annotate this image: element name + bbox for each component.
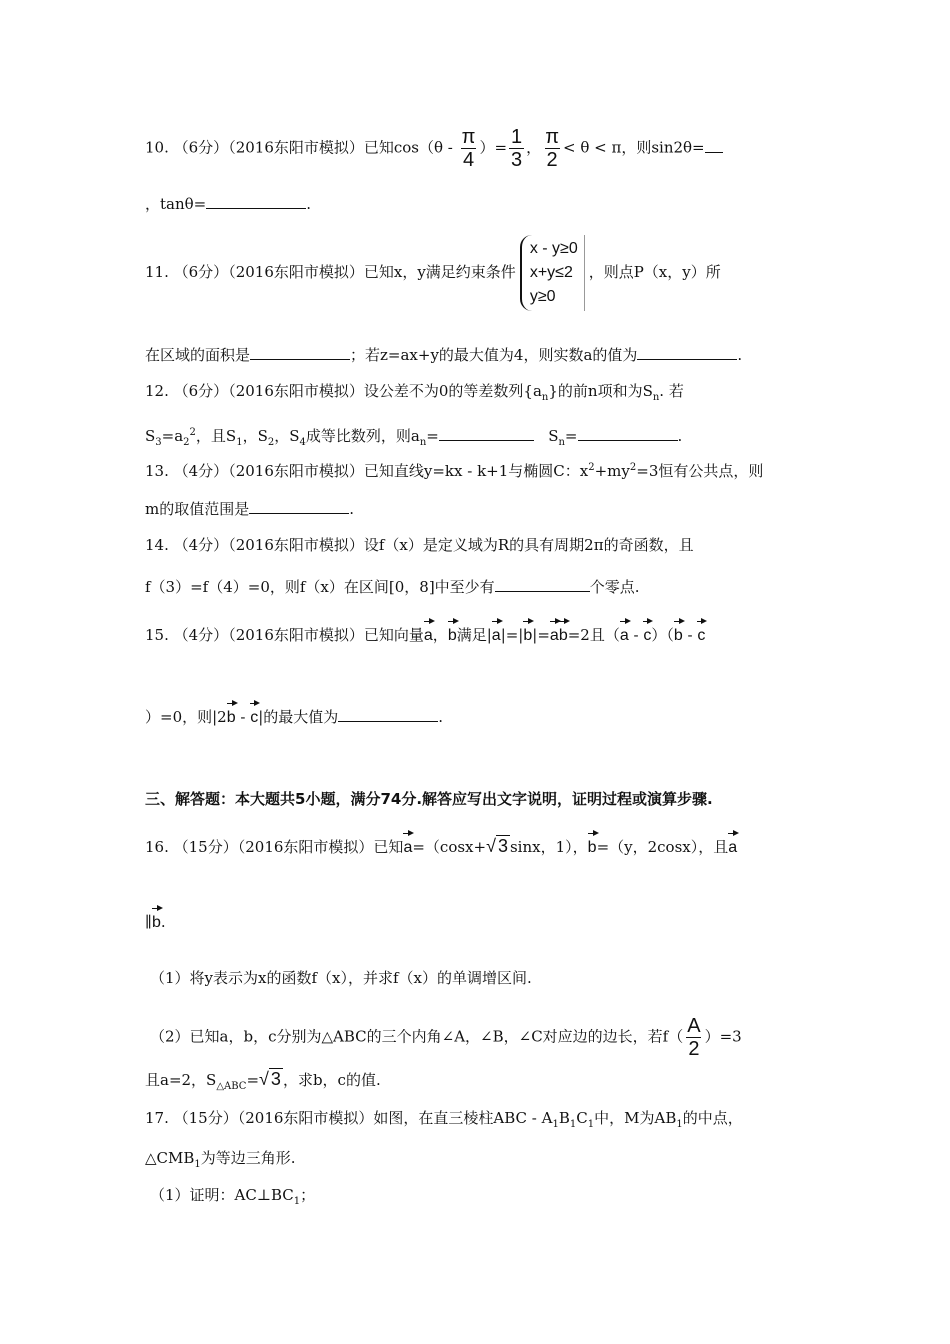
fraction-pi-over-2: $\frac{\pi}{2}$ — [545, 126, 559, 171]
answer-blank[interactable] — [338, 705, 438, 722]
q12-number: 12. — [145, 382, 169, 400]
q11-line2: 在区域的面积是 ；若z=ax+y的最大值为4，则实数a的值为 . — [145, 343, 742, 366]
q10-line2: ，tanθ= . — [145, 192, 311, 215]
q10-score: （6分） — [173, 138, 229, 157]
constraint-system: x - y≥0 x+y≤2 y≥0 — [520, 235, 585, 311]
q16-part2: （2）已知a，b，c分别为△ABC的三个内角∠A，∠B，∠C对应边的边长，若f（ $\frac{A}{2}$ ）=3 — [150, 1015, 742, 1060]
q16-line1: 16. （15分）（2016东阳市模拟）已知a=（cosx+√ 3 sinx，1），b=（y，2cosx），且a — [145, 830, 737, 858]
q11-line1: 11. （6分）（2016东阳市模拟）已知x，y满足约束条件 x - y≥0 x+y≤2 y≥0 ，则点P（x，y）所 — [145, 235, 721, 311]
vector-c: c — [643, 618, 651, 644]
q12-line1: 12. （6分）（2016东阳市模拟）设公差不为0的等差数列$\{a_n\}$的前n项和为$S_n$. 若 — [145, 382, 684, 403]
q16-part2-line2: 且a=2，$S_{\triangle ABC}=√$ 3 ，求b，c的值. — [145, 1069, 381, 1092]
q17-part1: （1）证明：$AC\perp BC_1$； — [150, 1186, 316, 1207]
answer-blank[interactable] — [249, 497, 349, 514]
q13-number: 13. — [145, 462, 169, 480]
answer-blank[interactable] — [578, 424, 678, 441]
q17-line2: $\triangle CMB_1$为等边三角形. — [145, 1149, 296, 1170]
vector-b: b — [152, 905, 161, 931]
fraction-1-over-3: $\frac{1}{3}$ — [511, 126, 523, 171]
answer-blank[interactable] — [637, 343, 737, 360]
vector-a: a — [424, 618, 433, 644]
answer-blank[interactable] — [705, 136, 723, 153]
vector-b: b — [588, 830, 597, 856]
q10-number: 10. — [145, 138, 169, 157]
q10-line1: 10. （6分）（2016东阳市模拟）已知cos（θ - $\frac{\pi}{4}$ ）= $\frac{1}{3}$ ， $\frac{\pi}{2}$ < θ < π，则sin2θ= — [145, 126, 723, 171]
fraction-pi-over-4: $\frac{\pi}{4}$ — [461, 126, 476, 171]
answer-blank[interactable] — [250, 343, 350, 360]
q10-source: （2016东阳市模拟） — [228, 138, 364, 157]
vector-c: c — [250, 700, 258, 726]
vector-b: b — [523, 618, 532, 644]
q17-number: 17. — [145, 1109, 169, 1127]
vector-a: a — [492, 618, 501, 644]
section-heading: 三、解答题：本大题共5小题，满分74分.解答应写出文字说明，证明过程或演算步骤. — [145, 790, 713, 808]
vector-b: b — [559, 618, 568, 644]
q15-line2: ）=0，则|2b - c|的最大值为 . — [145, 700, 443, 728]
vector-b: b — [227, 700, 236, 726]
fraction-A-over-2: $\frac{A}{2}$ — [687, 1015, 701, 1060]
vector-a: a — [550, 618, 559, 644]
vector-b: b — [448, 618, 457, 644]
sqrt-3: √ 3 — [486, 836, 508, 856]
vector-b: b — [674, 618, 683, 644]
q16-number: 16. — [145, 838, 169, 856]
vector-a: a — [620, 618, 629, 644]
q12-line2: $S_3=a_2^2$，且$S_1$，$S_2$，$S_4$成等比数列，则$a_n=$ $S_n=$ . — [145, 422, 682, 454]
q14-line2: f（3）=f（4）=0，则f（x）在区间[0，8]中至少有 个零点. — [145, 575, 639, 598]
q14-number: 14. — [145, 536, 169, 554]
q15-line1: 15. （4分）（2016东阳市模拟）已知向量a，b满足|a|=|b|=ab=2且（a - c）（b - c — [145, 618, 705, 646]
q13-line2: m的取值范围是 . — [145, 497, 354, 520]
q16-line2: ∥b. — [145, 905, 166, 933]
answer-blank[interactable] — [439, 424, 534, 441]
q17-line1: 17. （15分）（2016东阳市模拟）如图，在直三棱柱ABC - $A_1B_1C_1$中，M为$AB_1$的中点， — [145, 1109, 743, 1130]
answer-blank[interactable] — [206, 192, 306, 209]
q13-line1: 13. （4分）（2016东阳市模拟）已知直线y=kx - k+1与椭圆C：$x^2+my^2=3$恒有公共点，则 — [145, 462, 764, 480]
vector-a: a — [403, 830, 412, 856]
q16-part1: （1）将y表示为x的函数f（x），并求f（x）的单调增区间. — [150, 969, 532, 987]
vector-c: c — [697, 618, 705, 644]
sqrt-3: √ 3 — [259, 1069, 281, 1089]
vector-a: a — [728, 830, 737, 856]
q15-number: 15. — [145, 626, 169, 644]
q11-number: 11. — [145, 263, 169, 281]
answer-blank[interactable] — [495, 575, 590, 592]
q14-line1: 14. （4分）（2016东阳市模拟）设f（x）是定义域为R的具有周期2π的奇函数，且 — [145, 536, 694, 554]
